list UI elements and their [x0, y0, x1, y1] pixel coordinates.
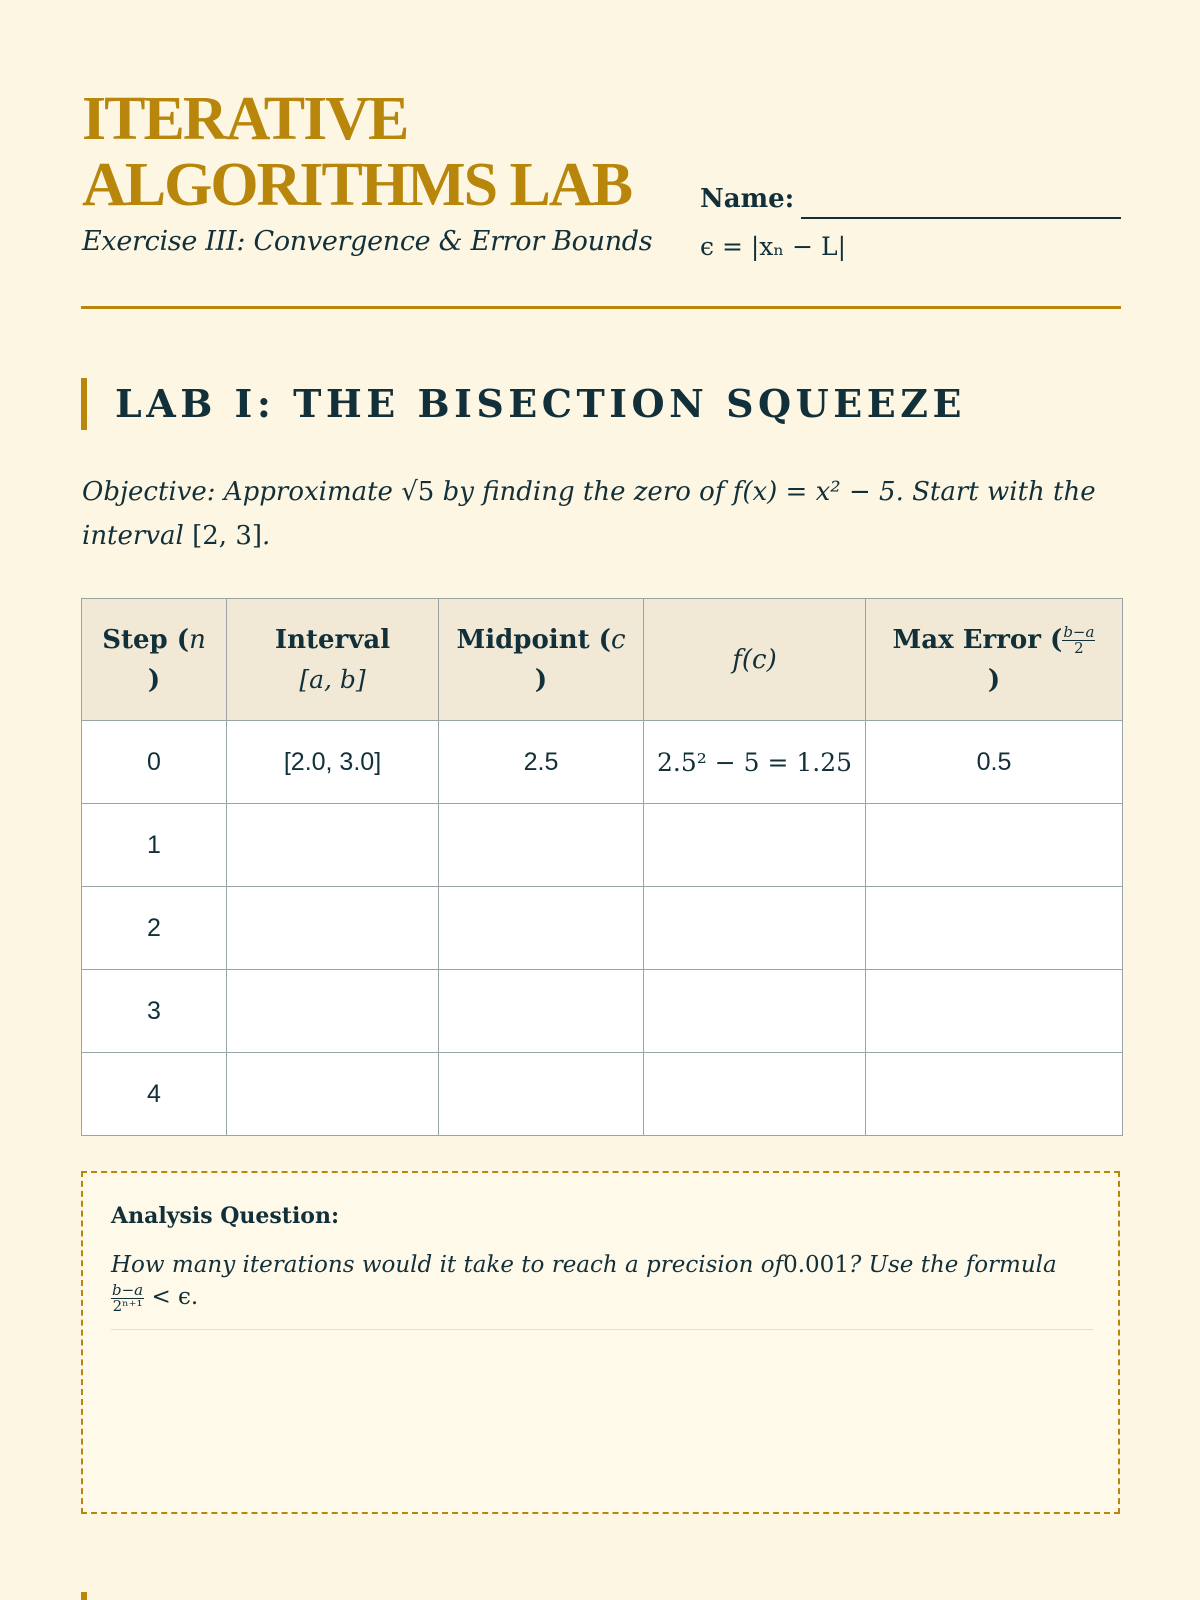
header-step-close: ) — [147, 664, 161, 695]
cell-midpoint[interactable] — [439, 804, 644, 887]
cell-interval[interactable]: [2.0, 3.0] — [227, 721, 439, 804]
cell-step: 4 — [82, 1053, 227, 1136]
bisection-table — [81, 598, 1123, 1136]
cell-midpoint[interactable] — [439, 887, 644, 970]
cell-step: 1 — [82, 804, 227, 887]
objective-root: √5 — [401, 477, 435, 507]
analysis-question — [111, 1249, 1071, 1314]
max-error-fraction — [1062, 625, 1095, 656]
header-divider — [81, 306, 1121, 309]
formula-relation: < ϵ. — [151, 1284, 199, 1310]
header-midpoint-text: Midpoint ( — [456, 624, 611, 655]
cell-max-error[interactable] — [866, 1053, 1123, 1136]
header-fc-math: f(c) — [732, 644, 777, 675]
formula-den: 2ⁿ⁺¹ — [112, 1296, 143, 1315]
title-line-2: ALGORITHMS LAB — [82, 151, 632, 219]
objective-interval: [2, 3] — [192, 521, 263, 551]
page-title — [82, 86, 631, 218]
cell-step: 2 — [82, 887, 227, 970]
header-step-math: n — [189, 624, 206, 655]
header-midpoint — [439, 599, 644, 721]
cell-step: 3 — [82, 970, 227, 1053]
header-max-error — [866, 599, 1123, 721]
cell-max-error[interactable] — [866, 970, 1123, 1053]
max-error-frac-den: 2 — [1074, 639, 1084, 657]
table-header-row — [82, 599, 1123, 721]
question-precision: 0.001 — [783, 1252, 849, 1278]
formula-fraction — [111, 1280, 144, 1315]
analysis-box — [81, 1171, 1120, 1514]
formula-num: b−a — [112, 1280, 144, 1299]
cell-max-error[interactable] — [866, 887, 1123, 970]
table-row — [82, 970, 1123, 1053]
section-title: LAB I: THE BISECTION SQUEEZE — [115, 381, 966, 426]
cell-fc[interactable]: 2.5² − 5 = 1.25 — [644, 721, 866, 804]
header-interval — [227, 599, 439, 721]
objective-function: f(x) = x² − 5 — [732, 477, 896, 507]
answer-area[interactable] — [111, 1333, 1093, 1493]
header-interval-math: [a, b] — [299, 664, 366, 694]
header-step — [82, 599, 227, 721]
cell-fc[interactable] — [644, 970, 866, 1053]
objective-lead: Objective: Approximate — [82, 477, 393, 507]
objective-text — [82, 470, 1122, 558]
cell-midpoint[interactable] — [439, 1053, 644, 1136]
cell-fc[interactable] — [644, 804, 866, 887]
objective-tail: . Start with the interval — [82, 477, 1096, 551]
cell-max-error[interactable] — [866, 804, 1123, 887]
cell-step: 0 — [82, 721, 227, 804]
table-row — [82, 887, 1123, 970]
name-field[interactable] — [801, 217, 1121, 219]
header-step-text: Step ( — [102, 624, 190, 655]
cell-interval[interactable] — [227, 804, 439, 887]
cell-interval[interactable] — [227, 887, 439, 970]
cell-max-error[interactable]: 0.5 — [866, 721, 1123, 804]
title-line-1: ITERATIVE — [82, 85, 408, 153]
section-heading — [81, 378, 966, 430]
name-label: Name: — [700, 184, 795, 214]
cell-interval[interactable] — [227, 1053, 439, 1136]
table-row — [82, 804, 1123, 887]
objective-end: . — [262, 521, 271, 551]
cell-fc[interactable] — [644, 1053, 866, 1136]
table-row — [82, 1053, 1123, 1136]
header-fc — [644, 599, 866, 721]
objective-mid: by finding the zero of — [442, 477, 725, 507]
cell-midpoint[interactable]: 2.5 — [439, 721, 644, 804]
header-max-error-close: ) — [987, 664, 1001, 695]
header-max-error-text: Max Error ( — [892, 624, 1063, 655]
cell-fc[interactable] — [644, 887, 866, 970]
question-tail: ? Use the formula — [848, 1252, 1057, 1278]
next-section-marker — [81, 1592, 87, 1600]
answer-divider — [111, 1329, 1093, 1330]
header-interval-text: Interval — [274, 624, 391, 655]
cell-midpoint[interactable] — [439, 970, 644, 1053]
exercise-subtitle: Exercise III: Convergence & Error Bounds — [82, 226, 653, 257]
error-definition: ϵ = |xₙ − L| — [700, 232, 847, 261]
header-midpoint-math: c — [610, 624, 626, 655]
header-midpoint-close: ) — [534, 664, 548, 695]
max-error-frac-num: b−a — [1063, 623, 1095, 641]
analysis-label: Analysis Question: — [111, 1203, 340, 1229]
cell-interval[interactable] — [227, 970, 439, 1053]
table-row — [82, 721, 1123, 804]
question-lead: How many iterations would it take to reach a precision of — [111, 1252, 784, 1278]
